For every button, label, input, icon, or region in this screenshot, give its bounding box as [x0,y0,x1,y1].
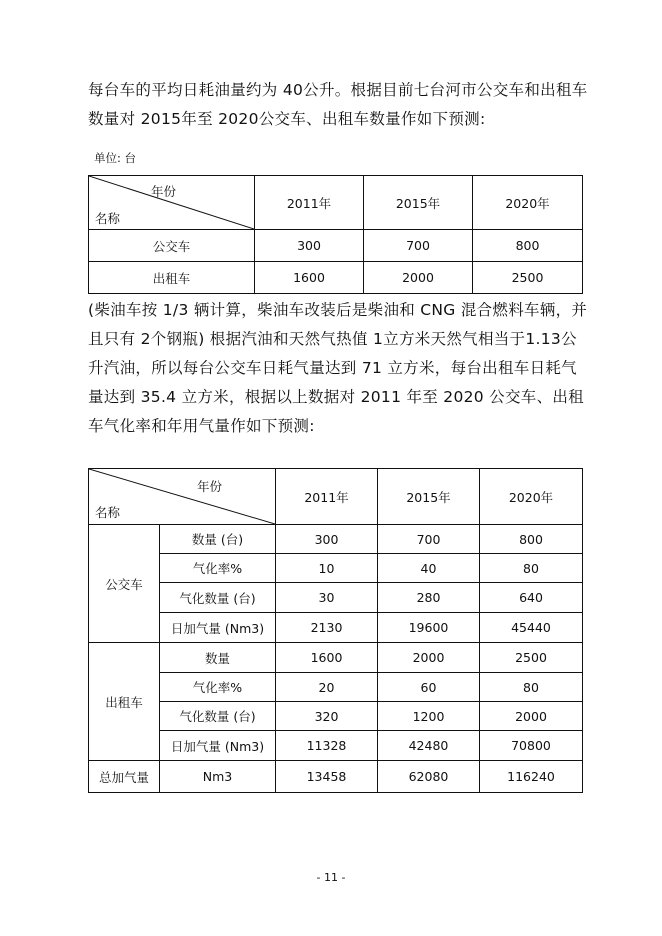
table-cell: 1600 [255,262,364,294]
row-label: 气化数量 (台) [160,583,276,613]
table-cell: 2500 [480,643,583,673]
group-label-bus: 公交车 [89,525,160,643]
row-label: 日加气量 (Nm3) [160,613,276,643]
row-label: 公交车 [89,230,255,262]
table-cell: 300 [276,525,378,554]
table-row [89,731,583,761]
table-cell: 30 [276,583,378,613]
total-label: 总加气量 [89,761,160,793]
table-cell: 80 [480,554,583,583]
group-label-taxi: 出租车 [89,643,160,761]
table-row [89,554,583,583]
column-header: 2020年 [473,176,583,230]
row-label: 气化率% [160,554,276,583]
table-cell: 116240 [480,761,583,793]
paragraph-intro: 每台车的平均日耗油量约为 40公升。根据目前七台河市公交车和出租车数量对 2015年至 2020公交车、出租车数量作如下预测: [88,81,588,128]
corner-year-label: 年份 [151,184,177,199]
row-label: 数量 (台) [160,525,276,554]
table-cell: 700 [378,525,480,554]
total-unit: Nm3 [160,761,276,793]
table-row [89,525,583,554]
vehicle-count-table [88,175,583,294]
column-header: 2011年 [255,176,364,230]
row-label: 日加气量 (Nm3) [160,731,276,761]
table-row [89,262,583,294]
table-cell: 80 [480,673,583,702]
row-label: 数量 [160,643,276,673]
table-row [89,702,583,731]
column-header: 2015年 [364,176,473,230]
table-cell: 70800 [480,731,583,761]
table-cell: 20 [276,673,378,702]
table-cell: 42480 [378,731,480,761]
table-cell: 62080 [378,761,480,793]
row-label: 出租车 [89,262,255,294]
row-label: 气化数量 (台) [160,702,276,731]
table-cell: 800 [473,230,583,262]
table-cell: 2500 [473,262,583,294]
table-row [89,613,583,643]
table-cell: 45440 [480,613,583,643]
table-corner-header [89,469,276,525]
table-cell: 320 [276,702,378,731]
unit-label: 单位: 台 [94,151,137,165]
table-cell: 280 [378,583,480,613]
corner-name-label: 名称 [95,211,121,226]
table-cell: 13458 [276,761,378,793]
table-row [89,583,583,613]
table-cell: 11328 [276,731,378,761]
table-row [89,643,583,673]
table-cell: 1600 [276,643,378,673]
column-header: 2015年 [378,469,480,525]
page-number: - 11 - [316,871,346,884]
table-row [89,673,583,702]
table-row [89,230,583,262]
table-cell: 700 [364,230,473,262]
table-cell: 60 [378,673,480,702]
row-label: 气化率% [160,673,276,702]
table-cell: 800 [480,525,583,554]
table-row-total [89,761,583,793]
table-cell: 19600 [378,613,480,643]
column-header: 2020年 [480,469,583,525]
table-cell: 2000 [480,702,583,731]
gasification-forecast-table [88,468,583,793]
table-cell: 2130 [276,613,378,643]
corner-year-label: 年份 [197,479,223,494]
corner-name-label: 名称 [95,505,121,520]
paragraph-forecast: (柴油车按 1/3 辆计算，柴油车改装后是柴油和 CNG 混合燃料车辆，并且只有 2个钢瓶) 根据汽油和天然气热值 1立方米天然气相当于1.13公升汽油，所以每台公交车日耗气量达到 71 立方米，每台出租车日耗气量达到 35.4 立方米，根据以上数据对 2011 年至 2020 公交车、出租车气化率和年用气量作如下预测: [88,301,588,435]
table-cell: 10 [276,554,378,583]
column-header: 2011年 [276,469,378,525]
table-cell: 300 [255,230,364,262]
table-cell: 1200 [378,702,480,731]
table-corner-header [89,176,255,230]
table-cell: 2000 [364,262,473,294]
table-cell: 40 [378,554,480,583]
table-cell: 2000 [378,643,480,673]
table-cell: 640 [480,583,583,613]
